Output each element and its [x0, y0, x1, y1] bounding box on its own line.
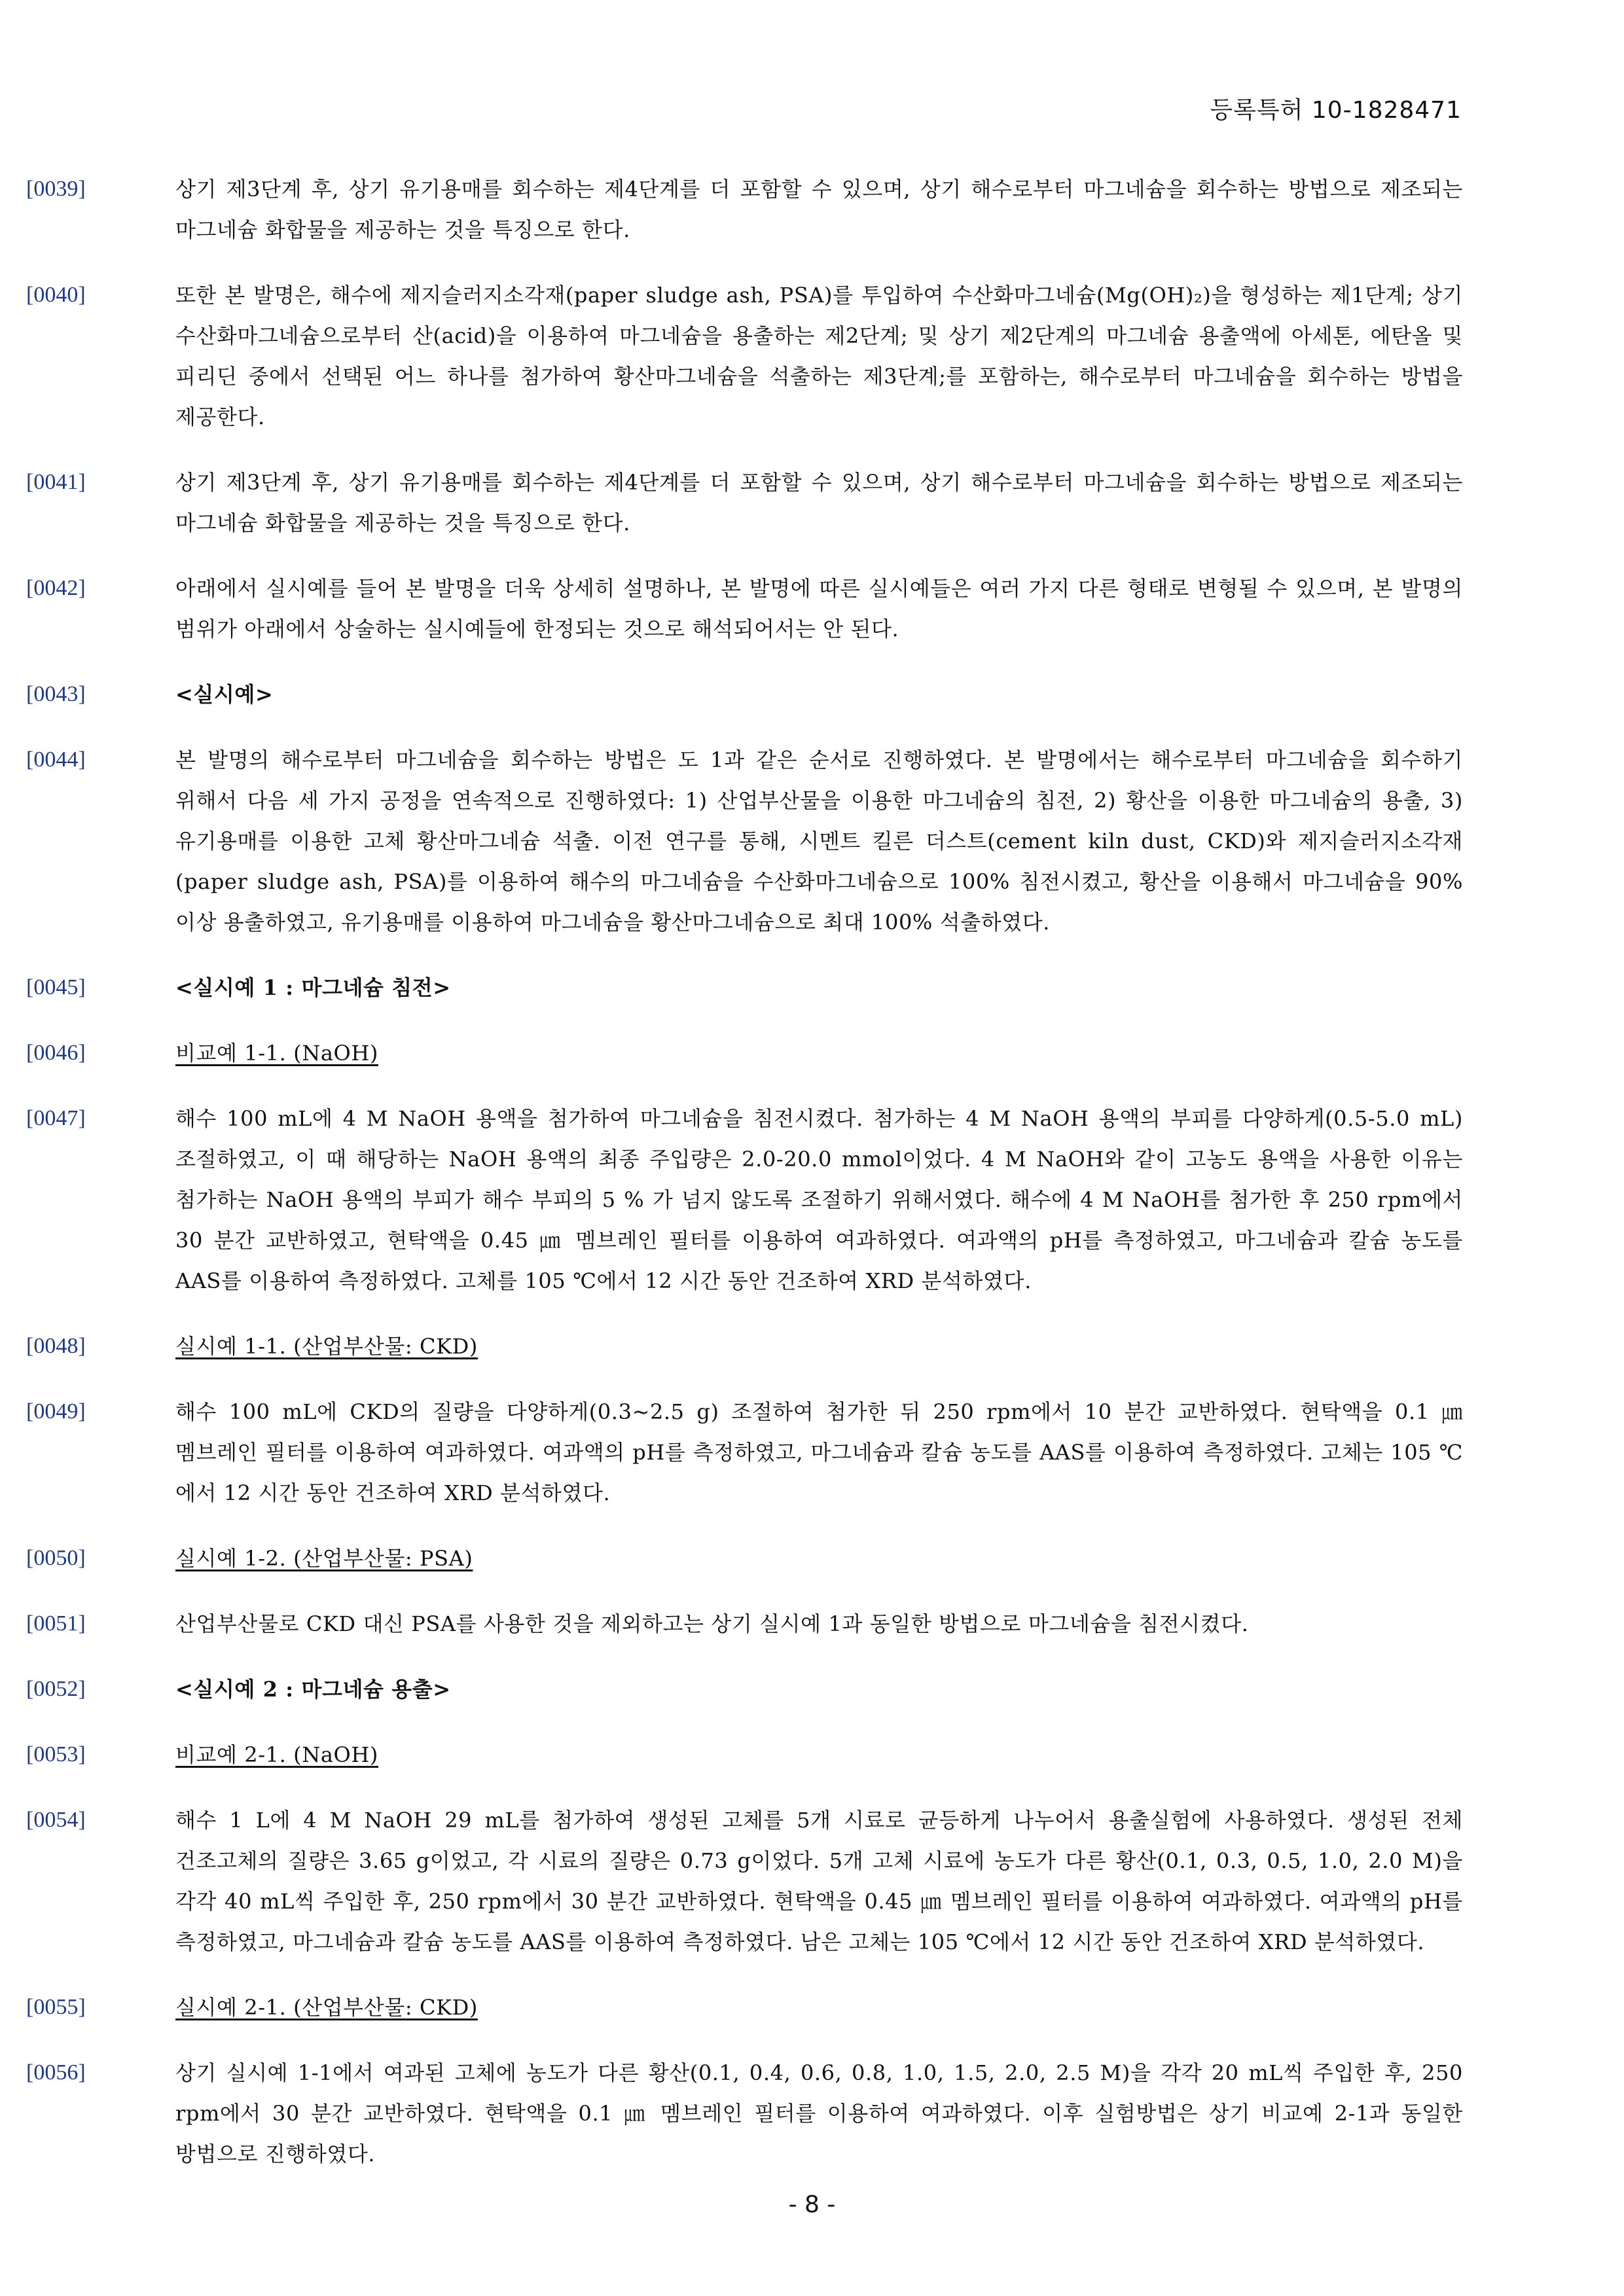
paragraph	[26, 1391, 1463, 1513]
paragraph-number: [0049]	[26, 1399, 86, 1424]
paragraph-number: [0055]	[26, 1995, 86, 2019]
document-number: 등록특허 10-1828471	[1210, 97, 1462, 124]
subheading	[175, 1538, 1463, 1579]
paragraph-number: [0042]	[26, 576, 86, 600]
paragraph-number: [0047]	[26, 1106, 86, 1130]
subheading	[175, 1033, 1463, 1073]
subheading-text: 실시예 2-1. (산업부산물: CKD)	[175, 1995, 478, 2020]
paragraph-text: 상기 제3단계 후, 상기 유기용매를 회수하는 제4단계를 더 포함할 수 있으며, 상기 해수로부터 마그네슘을 회수하는 방법으로 제조되는 마그네슘 화합물을 제공하는 것을 특징으로 한다.	[175, 177, 1463, 242]
paragraph-text: 본 발명의 해수로부터 마그네슘을 회수하는 방법은 도 1과 같은 순서로 진행하였다. 본 발명에서는 해수로부터 마그네슘을 회수하기 위해서 다음 세 가지 공정을 연속적으로 진행하였다: 1) 산업부산물을 이용한 마그네슘의 침전, 2) 황산을 이용한 마그네슘의 용출, 3) 유기용매를 이용한 고체 황산마그네슘 석출. 이전 연구를 통해, 시멘트 킬른 더스트(cement kiln dust, CKD)와 제지슬러지소각재(paper sludge ash, PSA)를 이용하여 해수의 마그네슘을 수산화마그네슘으로 100% 침전시켰고, 황산을 이용해서 마그네슘을 90% 이상 용출하였고, 유기용매를 이용하여 마그네슘을 황산마그네슘으로 최대 100% 석출하였다.	[175, 747, 1463, 935]
paragraph-number: [0051]	[26, 1611, 86, 1636]
subsection-heading	[26, 1538, 1463, 1579]
subsection-heading	[26, 1033, 1463, 1073]
paragraph	[26, 568, 1463, 649]
subsection-heading	[26, 1326, 1463, 1367]
paragraph-number: [0044]	[26, 747, 86, 772]
paragraph-number: [0045]	[26, 975, 86, 999]
paragraph-text: 또한 본 발명은, 해수에 제지슬러지소각재(paper sludge ash, PSA)를 투입하여 수산화마그네슘(Mg(OH)₂)을 형성하는 제1단계; 상기 수산화마그네슘으로부터 산(acid)을 이용하여 마그네슘을 용출하는 제2단계; 및 상기 제2단계의 마그네슘 용출액에 아세톤, 에탄올 및 피리딘 중에서 선택된 어느 하나를 첨가하여 황산마그네슘을 석출하는 제3단계;를 포함하는, 해수로부터 마그네슘을 회수하는 방법을 제공한다.	[175, 283, 1463, 429]
subheading-text: 실시예 1-1. (산업부산물: CKD)	[175, 1334, 478, 1359]
section-heading	[26, 1669, 1463, 1710]
section-heading	[26, 674, 1463, 715]
heading-text: <실시예>	[175, 682, 274, 707]
paragraph-number: [0056]	[26, 2060, 86, 2085]
paragraph-text: 산업부산물로 CKD 대신 PSA를 사용한 것을 제외하고는 상기 실시예 1과 동일한 방법으로 마그네슘을 침전시켰다.	[175, 1611, 1249, 1636]
paragraph-text: 상기 제3단계 후, 상기 유기용매를 회수하는 제4단계를 더 포함할 수 있으며, 상기 해수로부터 마그네슘을 회수하는 방법으로 제조되는 마그네슘 화합물을 제공하는 것을 특징으로 한다.	[175, 470, 1463, 535]
paragraph-number: [0041]	[26, 470, 86, 494]
heading-text: <실시예 2 : 마그네슘 용출>	[175, 1677, 451, 1702]
section-heading	[26, 967, 1463, 1008]
paragraph	[26, 275, 1463, 437]
paragraph	[26, 740, 1463, 942]
paragraph-number: [0039]	[26, 177, 86, 201]
subsection-heading	[26, 1987, 1463, 2028]
subheading	[175, 1987, 1463, 2028]
paragraph-number: [0050]	[26, 1546, 86, 1570]
subheading-text: 비교예 1-1. (NaOH)	[175, 1041, 378, 1066]
paragraph-text: 해수 1 L에 4 M NaOH 29 mL를 첨가하여 생성된 고체를 5개 시료로 균등하게 나누어서 용출실험에 사용하였다. 생성된 전체 건조고체의 질량은 3.65 g이었고, 각 시료의 질량은 0.73 g이었다. 5개 고체 시료에 농도가 다른 황산(0.1, 0.3, 0.5, 1.0, 2.0 M)을 각각 40 mL씩 주입한 후, 250 rpm에서 30 분간 교반하였다. 현탁액을 0.45 ㎛ 멤브레인 필터를 이용하여 여과하였다. 여과액의 pH를 측정하였고, 마그네슘과 칼슘 농도를 AAS를 이용하여 측정하였다. 남은 고체는 105 ℃에서 12 시간 동안 건조하여 XRD 분석하였다.	[175, 1808, 1463, 1954]
paragraph	[26, 1800, 1463, 1962]
subheading	[175, 1734, 1463, 1775]
paragraph	[26, 1098, 1463, 1301]
subsection-heading	[26, 1734, 1463, 1775]
paragraph-number: [0052]	[26, 1677, 86, 1701]
subheading-text: 비교예 2-1. (NaOH)	[175, 1742, 378, 1767]
subheading-text: 실시예 1-2. (산업부산물: PSA)	[175, 1546, 473, 1571]
paragraph-number: [0054]	[26, 1808, 86, 1832]
paragraph-text: 상기 실시예 1-1에서 여과된 고체에 농도가 다른 황산(0.1, 0.4, 0.6, 0.8, 1.0, 1.5, 2.0, 2.5 M)을 각각 20 mL씩 주입한 후, 250 rpm에서 30 분간 교반하였다. 현탁액을 0.1 ㎛ 멤브레인 필터를 이용하여 여과하였다. 이후 실험방법은 상기 비교예 2-1과 동일한 방법으로 진행하였다.	[175, 2060, 1463, 2166]
paragraph-number: [0048]	[26, 1334, 86, 1358]
subheading	[175, 1326, 1463, 1367]
paragraph-number: [0046]	[26, 1041, 86, 1065]
paragraph-number: [0053]	[26, 1742, 86, 1767]
paragraph	[26, 2053, 1463, 2174]
paragraph-number: [0040]	[26, 283, 86, 307]
document-body	[26, 169, 1463, 2199]
paragraph-text: 해수 100 mL에 4 M NaOH 용액을 첨가하여 마그네슘을 침전시켰다. 첨가하는 4 M NaOH 용액의 부피를 다양하게(0.5-5.0 mL) 조절하였고, 이 때 해당하는 NaOH 용액의 최종 주입량은 2.0-20.0 mmol이었다. 4 M NaOH와 같이 고농도 용액을 사용한 이유는 첨가하는 NaOH 용액의 부피가 해수 부피의 5 % 가 넘지 않도록 조절하기 위해서였다. 해수에 4 M NaOH를 첨가한 후 250 rpm에서 30 분간 교반하였고, 현탁액을 0.45 ㎛ 멤브레인 필터를 이용하여 여과하였다. 여과액의 pH를 측정하였고, 마그네슘과 칼슘 농도를 AAS를 이용하여 측정하였다. 고체를 105 ℃에서 12 시간 동안 건조하여 XRD 분석하였다.	[175, 1106, 1463, 1293]
paragraph	[26, 1604, 1463, 1644]
paragraph-number: [0043]	[26, 682, 86, 706]
paragraph	[26, 169, 1463, 250]
paragraph-text: 해수 100 mL에 CKD의 질량을 다양하게(0.3~2.5 g) 조절하여 첨가한 뒤 250 rpm에서 10 분간 교반하였다. 현탁액을 0.1 ㎛ 멤브레인 필터를 이용하여 여과하였다. 여과액의 pH를 측정하였고, 마그네슘과 칼슘 농도를 AAS를 이용하여 측정하였다. 고체는 105 ℃에서 12 시간 동안 건조하여 XRD 분석하였다.	[175, 1399, 1463, 1505]
page-number: - 8 -	[788, 2191, 836, 2218]
heading-text: <실시예 1 : 마그네슘 침전>	[175, 975, 451, 1000]
paragraph-text: 아래에서 실시예를 들어 본 발명을 더욱 상세히 설명하나, 본 발명에 따른 실시예들은 여러 가지 다른 형태로 변형될 수 있으며, 본 발명의 범위가 아래에서 상술하는 실시예들에 한정되는 것으로 해석되어서는 안 된다.	[175, 576, 1463, 641]
paragraph	[26, 462, 1463, 543]
